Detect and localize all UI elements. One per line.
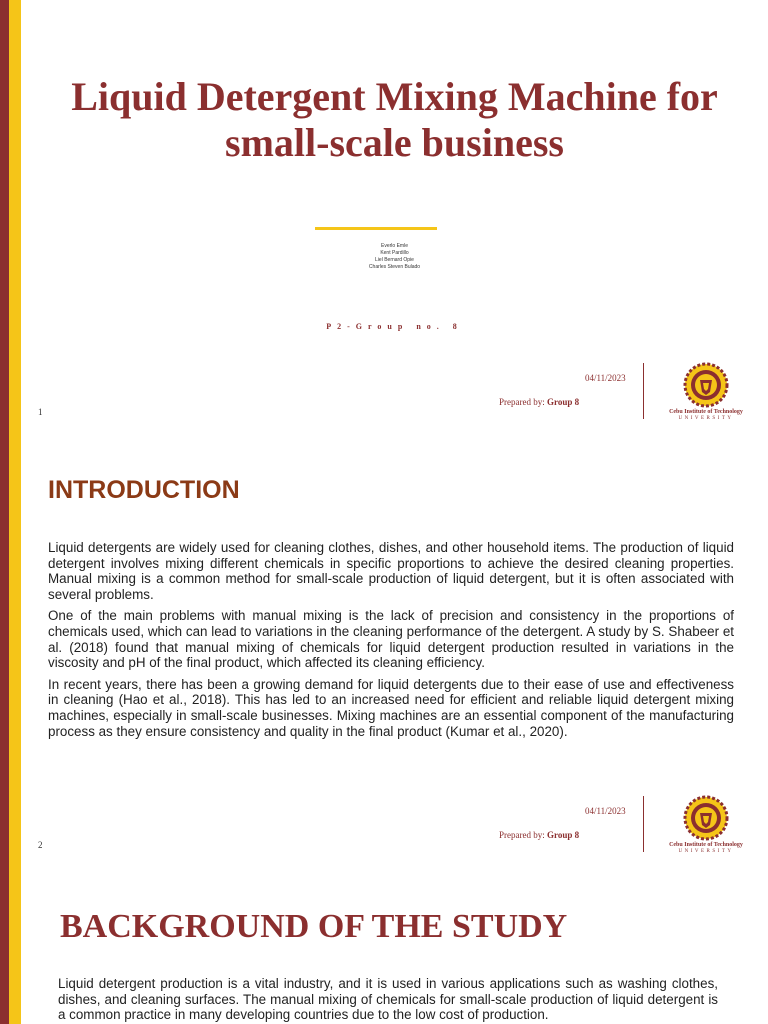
introduction-body [48, 540, 734, 745]
slide-1 [21, 0, 768, 440]
left-maroon-bar [0, 0, 9, 1024]
prepared-by-label: Prepared by: [499, 830, 545, 840]
paragraph: One of the main problems with manual mixing is the lack of precision and consistency in the proportions of chemicals used, which can lead to variations in the cleaning performance of the detergent. A study by S. Shabeer et al. (2018) found that manual mixing of chemicals for liquid detergent production resulted in variations in the viscosity and pH of the final product, which affected its cleaning efficiency. [48, 608, 734, 671]
left-gold-bar [9, 0, 21, 1024]
slide-title: Liquid Detergent Mixing Machine for small-scale business [71, 74, 718, 165]
logo-subtitle: UNIVERSITY [678, 849, 734, 854]
university-seal-icon [683, 362, 729, 408]
university-logo [646, 795, 766, 857]
slide-date: 04/11/2023 [585, 806, 626, 816]
logo-name: Cebu Institute of Technology [669, 842, 743, 848]
prepared-by [499, 830, 579, 840]
paragraph: Liquid detergents are widely used for cleaning clothes, dishes, and other household items. The production of liquid detergent involves mixing different chemicals in specific proportions to achieve the desired cleaning properties. Manual mixing is a common method for small-scale production of liquid detergent, but it is often associated with several problems. [48, 540, 734, 602]
vertical-divider [643, 796, 644, 852]
page-number: 2 [38, 840, 43, 850]
prepared-by-value: Group 8 [546, 397, 580, 407]
prepared-by [499, 397, 579, 407]
introduction-heading: INTRODUCTION [48, 476, 240, 504]
author-name: Charles Steven Bulado [368, 264, 421, 270]
page-number: 1 [38, 407, 43, 417]
slide-2 [21, 440, 768, 870]
slide-3 [21, 870, 768, 1024]
title-underline [315, 227, 437, 230]
author-list [21, 243, 768, 271]
logo-subtitle: UNIVERSITY [678, 416, 734, 421]
prepared-by-value: Group 8 [546, 830, 580, 840]
slide-date: 04/11/2023 [585, 373, 626, 383]
group-label: P2-Group no. 8 [326, 322, 463, 331]
paragraph: In recent years, there has been a growing demand for liquid detergents due to their ease of use and effectiveness in cleaning (Hao et al., 2018). This has led to an increased need for efficient and reliable liquid detergent mixing machines, especially in small-scale businesses. Mixing machines are an essential component of the manufacturing process as they ensure consistency and quality in the final product (Kumar et al., 2020). [48, 676, 734, 739]
logo-name: Cebu Institute of Technology [669, 409, 743, 415]
author-name: Liel Bernard Opie [375, 257, 414, 263]
prepared-by-label: Prepared by: [499, 397, 545, 407]
background-heading: BACKGROUND OF THE STUDY [60, 908, 568, 945]
university-seal-icon [683, 795, 729, 841]
university-logo [646, 362, 766, 424]
vertical-divider [643, 363, 644, 419]
author-name: Kent Pardillo [380, 250, 409, 256]
background-paragraph: Liquid detergent production is a vital industry, and it is used in various applications such as washing clothes, dishes, and cleaning surfaces. The manual mixing of chemicals for small-scale production of liquid detergent is a common practice in many developing countries due to the low cost of production. [58, 976, 718, 1023]
author-name: Everlo Emle [381, 243, 408, 249]
